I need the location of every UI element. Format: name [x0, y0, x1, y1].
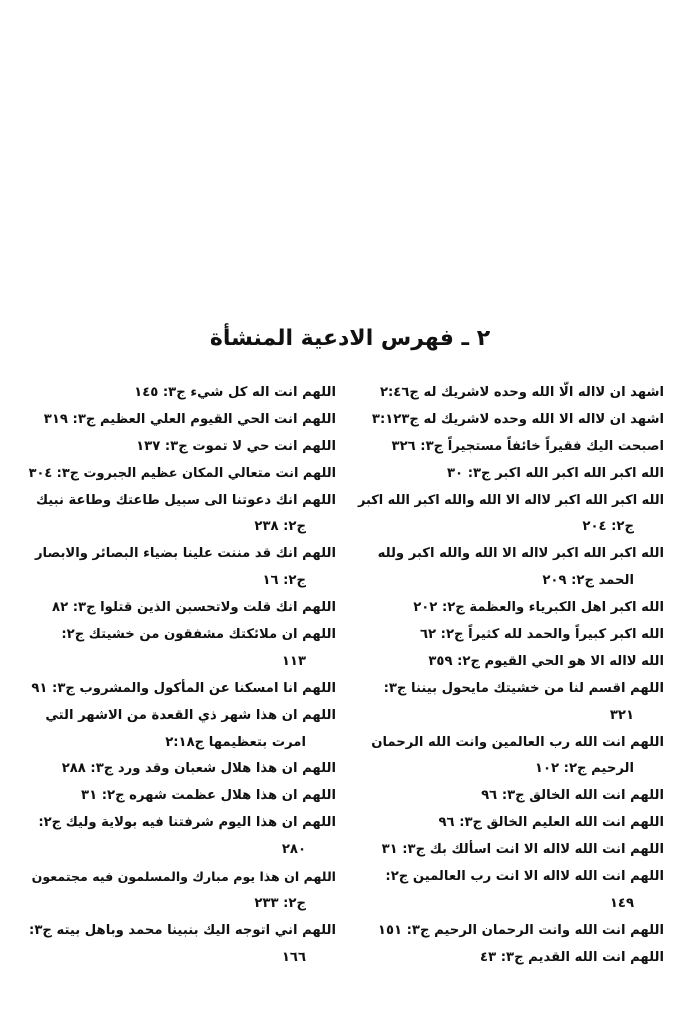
index-entry: اللهم انك قد مننت علينا بضياء البصائر والابصار	[34, 546, 336, 562]
index-entry-continuation: ٣٢١	[609, 707, 634, 723]
index-entry: اللهم انت حي لا تموت ج٣: ١٣٧	[136, 438, 336, 454]
index-entry-continuation: ١١٣	[281, 653, 306, 669]
index-entry: اللهم ان هذا شهر ذي القعدة من الاشهر التي	[45, 707, 336, 723]
index-entry: الله اكبر الله اكبر لااله الا الله والله اكبر ولله	[377, 546, 664, 562]
index-entry: اللهم ان هذا هلال شعبان وقد ورد ج٣: ٢٨٨	[61, 761, 336, 777]
index-entry-continuation: الحمد ج٢: ٢٠٩	[542, 573, 634, 589]
index-entry-continuation: ج٢: ٢٣٨	[254, 519, 306, 535]
index-entry: اللهم انت الله لااله الا انت اسألك بك ج٣: ٣١	[381, 842, 664, 858]
index-entry: اللهم ان هذا يوم مبارك والمسلمون فيه مجتمعون	[31, 869, 336, 885]
index-entry: اللهم انا امسكنا عن المأكول والمشروب ج٣: ٩١	[31, 680, 336, 696]
index-entry-continuation: ج٢: ١٦	[262, 573, 306, 589]
index-entry: اللهم انت الله لااله الا انت رب العالمين ج٢:	[385, 869, 664, 885]
index-entry: الله اكبر اهل الكبرياء والعظمة ج٢: ٢٠٢	[413, 600, 664, 616]
index-entry-continuation: امرت بتعظيمها ج٢:١٨	[165, 734, 306, 750]
index-column-right	[356, 380, 664, 972]
index-entry: الله لااله الا هو الحي القيوم ج٢: ٣٥٩	[428, 653, 664, 669]
index-entry-continuation: ج٢: ٢٠٤	[582, 519, 634, 535]
index-entry-continuation: ج٢: ٢٣٣	[254, 895, 306, 911]
index-entry: اللهم ان هذا اليوم شرفتنا فيه بولاية وليك ج٢:	[38, 815, 336, 831]
index-entry-continuation: ٢٨٠	[281, 842, 306, 858]
index-entry: اللهم انك قلت ولاتحسبن الذين قتلوا ج٣: ٨٢	[52, 600, 336, 616]
index-entry: اشهد ان لااله الا الله وحده لاشريك له ج٣:١٢٣	[371, 411, 664, 427]
index-entry: اصبحت اليك فقيراً خائفاً مستجيراً ج٣: ٣٢٦	[391, 438, 664, 454]
index-entry-continuation: ١٦٦	[281, 949, 306, 965]
index-entry: الله اكبر كبيراً والحمد لله كثيراً ج٢: ٦٢	[419, 627, 664, 643]
index-entry: اللهم انت اله كل شيء ج٣: ١٤٥	[134, 385, 336, 400]
index-entry-continuation: الرحيم ج٢: ١٠٢	[534, 761, 634, 777]
index-entry: اللهم اني اتوجه اليك بنبينا محمد وباهل بيته ج٣:	[29, 922, 336, 938]
index-entry: اللهم انت الله وانت الرحمان الرحيم ج٣: ١٥١	[377, 922, 664, 938]
index-entry: الله اكبر الله اكبر لااله الا الله والله اكبر الله اكبر	[357, 492, 664, 508]
index-entry: اللهم انت الله العليم الخالق ج٣: ٩٦	[438, 815, 664, 831]
index-entry: اللهم انت الله رب العالمين وانت الله الرحمان	[371, 734, 664, 750]
index-entry: اللهم ان هذا هلال عظمت شهره ج٢: ٣١	[81, 788, 336, 804]
index-entry-continuation: ١٤٩	[609, 895, 634, 911]
index-heading: ٢ ـ فهرس الادعية المنشأة	[209, 326, 491, 351]
index-column-left	[28, 380, 336, 972]
index-entry: اللهم انت متعالي المكان عظيم الجبروت ج٣: ٣٠٤	[28, 465, 336, 481]
index-entry: اللهم انك دعوتنا الى سبيل طاعتك وطاعة نبيك	[35, 492, 336, 508]
index-entry: اللهم انت الله القديم ج٣: ٤٣	[480, 949, 664, 965]
index-entry: اللهم انت الله الخالق ج٣: ٩٦	[481, 788, 664, 804]
index-entry: اللهم اقسم لنا من خشيتك مايحول بيننا ج٣:	[383, 680, 664, 696]
index-entry: الله اكبر الله اكبر الله اكبر ج٣: ٣٠	[447, 465, 664, 481]
index-entry: اشهد ان لااله الّا الله وحده لاشريك له ج٢:٤٦	[379, 385, 664, 400]
index-entry: اللهم ان ملائكتك مشفقون من خشيتك ج٢:	[61, 627, 336, 643]
index-entry: اللهم انت الحي القيوم العلي العظيم ج٣: ٣١٩	[43, 411, 336, 427]
